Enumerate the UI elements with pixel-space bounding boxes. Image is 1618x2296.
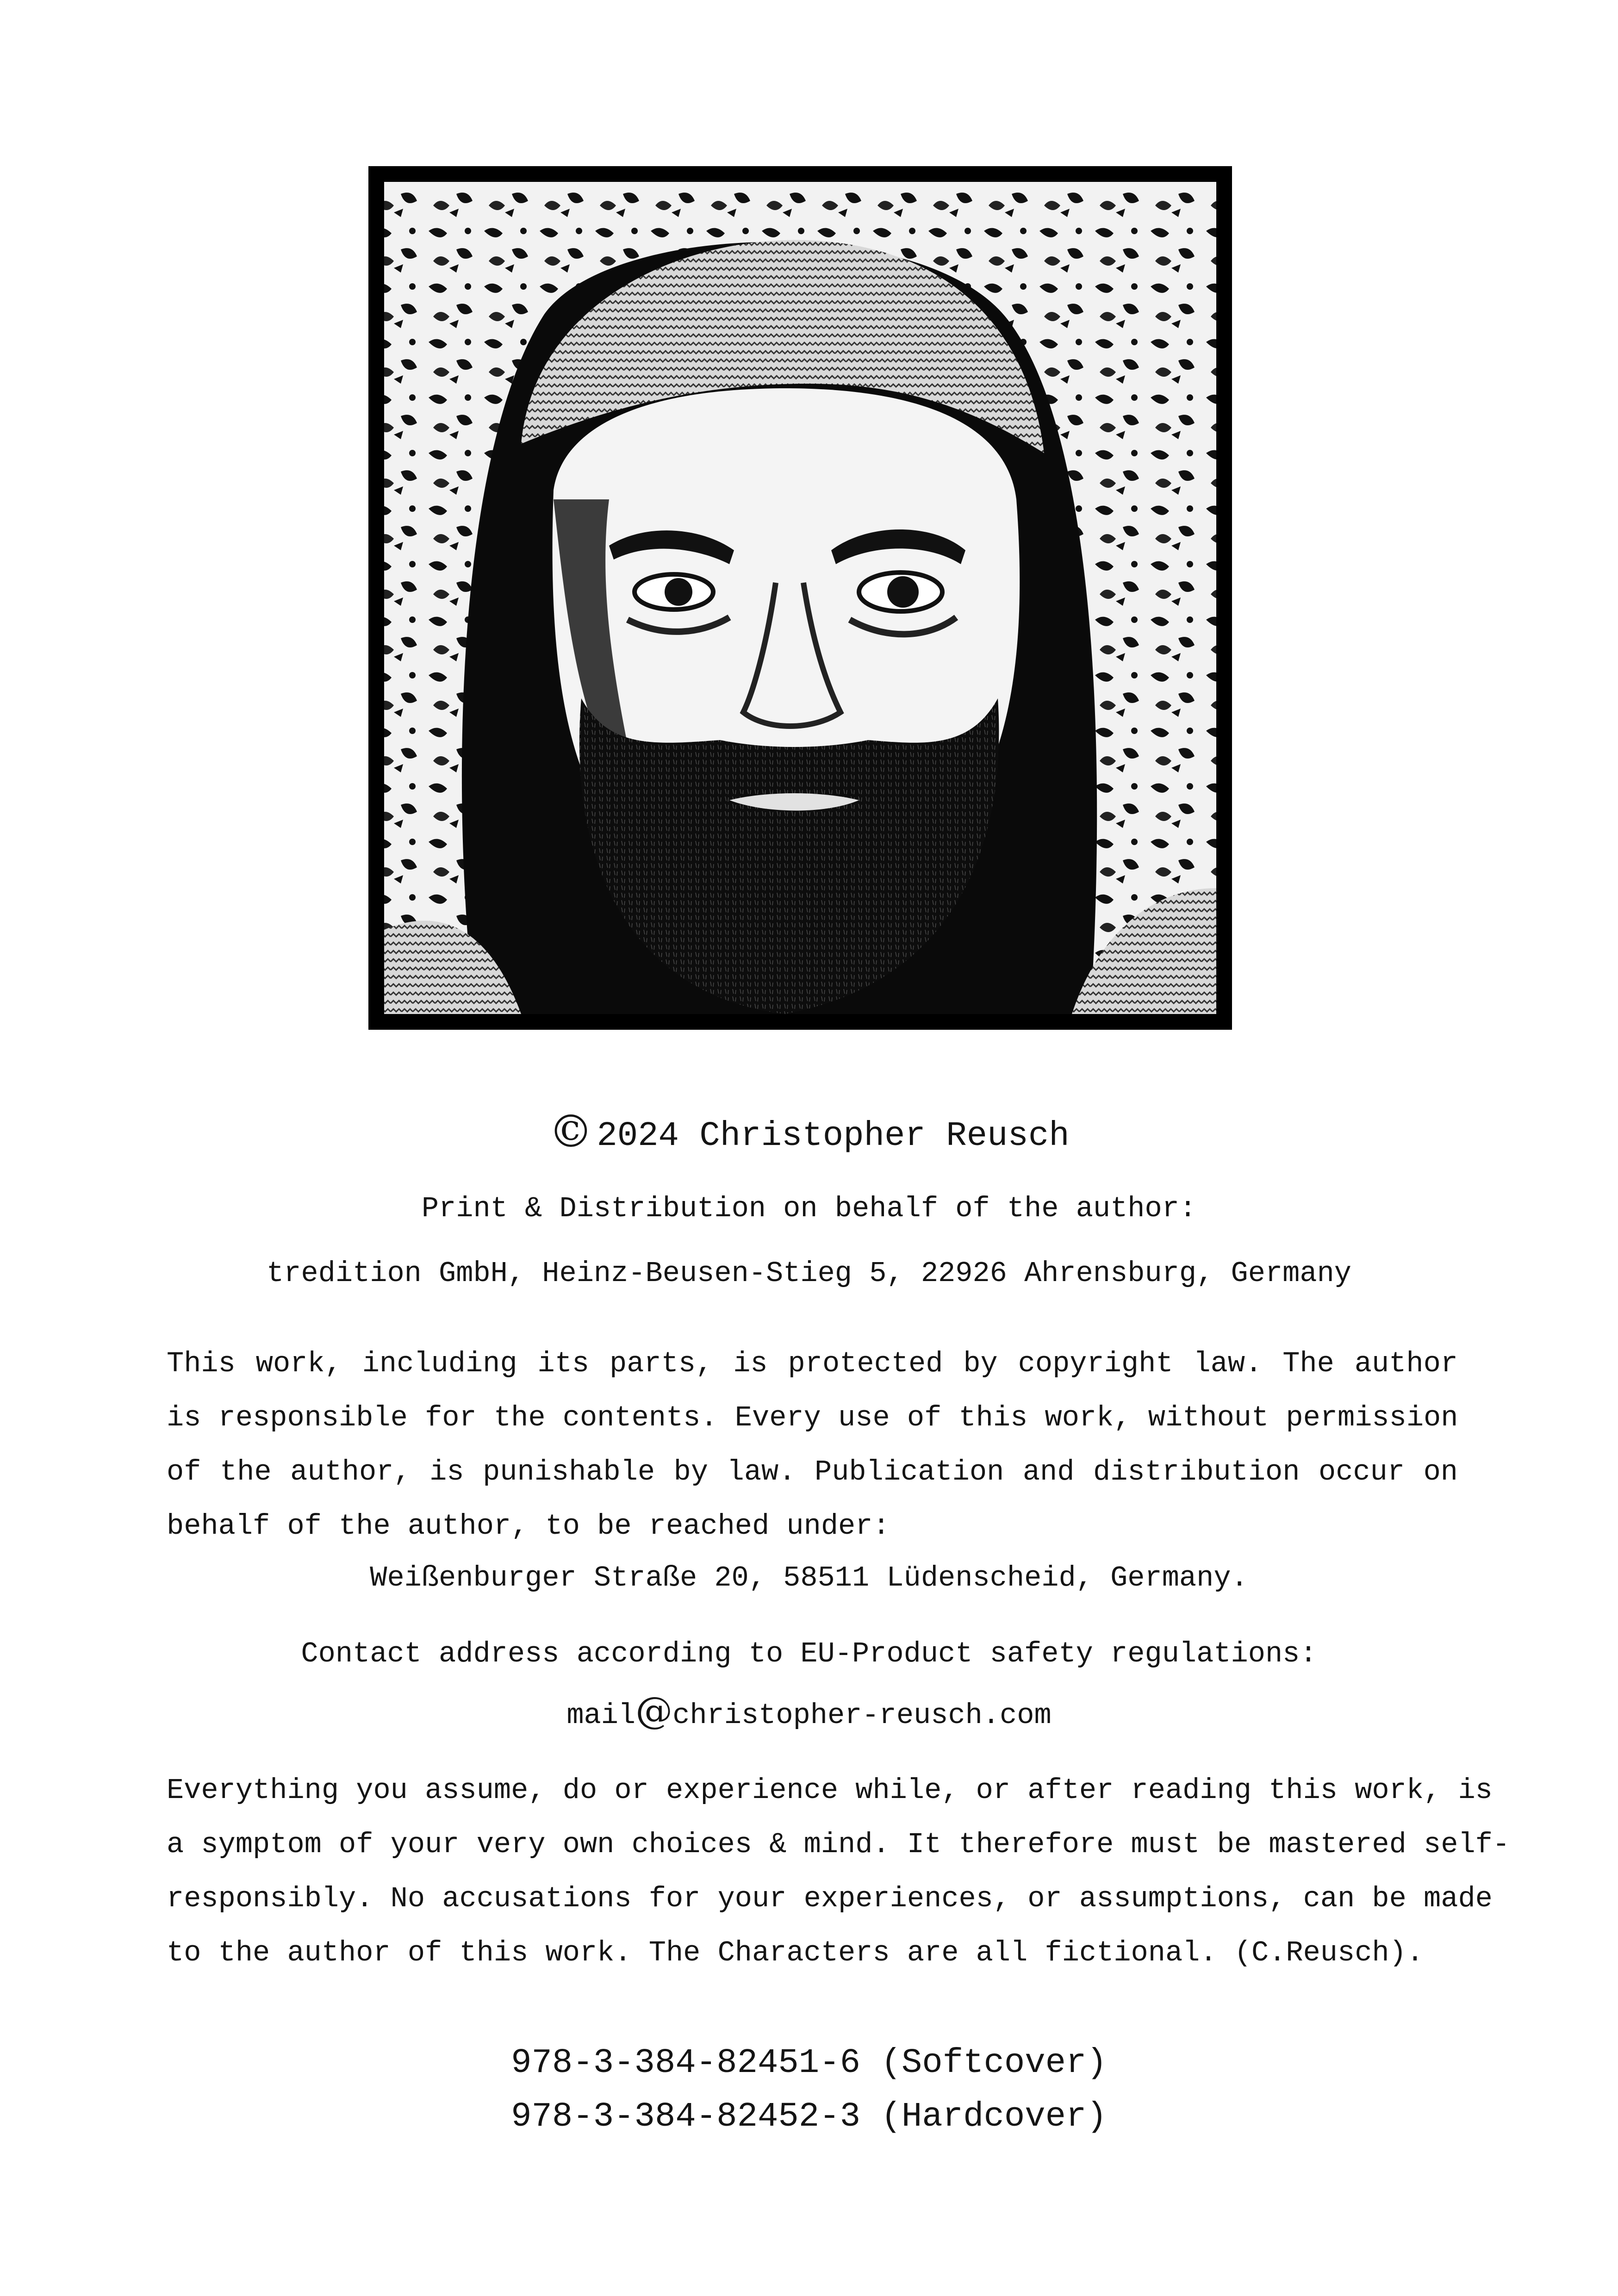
copyright-notice-line: of the author, is punishable by law. Publication and distribution occur on <box>167 1456 1458 1488</box>
isbn-hardcover: 978-3-384-82452-3 (Hardcover) <box>511 2097 1107 2136</box>
email-at-sign: @ <box>635 1689 673 1732</box>
copyright-notice-line: This work, including its parts, is protected by copyright law. The author <box>167 1347 1458 1380</box>
copyright-notice <box>167 1337 1458 1553</box>
disclaimer-line: a symptom of your very own choices & mind. It therefore must be mastered self- <box>167 1828 1510 1861</box>
copyright-text: 2024 Christopher Reusch <box>597 1117 1070 1156</box>
copyright-notice-line: is responsible for the contents. Every use of this work, without permission <box>167 1401 1458 1434</box>
disclaimer-line: responsibly. No accusations for your experiences, or assumptions, can be made <box>167 1882 1493 1915</box>
contact-email[interactable] <box>0 1687 1618 1739</box>
disclaimer-line: Everything you assume, do or experience while, or after reading this work, is <box>167 1774 1493 1807</box>
copyright-line <box>0 1106 1618 1162</box>
disclaimer <box>167 1763 1510 1980</box>
print-distribution-label: Print & Distribution on behalf of the author: <box>421 1192 1197 1225</box>
publisher-address: tredition GmbH, Heinz-Beusen-Stieg 5, 22926 Ahrensburg, Germany <box>267 1257 1351 1290</box>
email-domain: christopher-reusch.com <box>672 1699 1052 1732</box>
isbn-softcover: 978-3-384-82451-6 (Softcover) <box>511 2044 1107 2083</box>
contact-label: Contact address according to EU-Product safety regulations: <box>301 1637 1317 1670</box>
disclaimer-line: to the author of this work. The Characters are all fictional. (C.Reusch). <box>167 1936 1424 1969</box>
copyright-symbol: © <box>548 1106 593 1157</box>
copyright-notice-line: behalf of the author, to be reached under: <box>167 1510 890 1543</box>
author-photo <box>368 166 1232 1030</box>
author-portrait-image <box>368 166 1232 1030</box>
email-user: mail <box>566 1699 636 1732</box>
author-address: Weißenburger Straße 20, 58511 Lüdenscheid, Germany. <box>370 1562 1248 1594</box>
